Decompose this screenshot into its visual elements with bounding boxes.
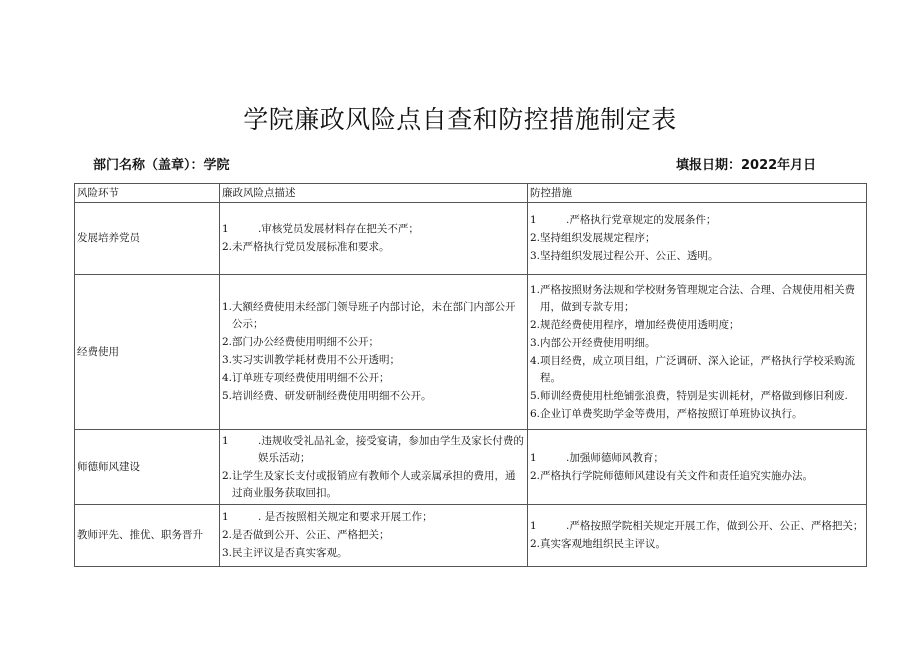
table-row: [75, 505, 867, 567]
measure-item: [530, 536, 864, 553]
item-number: 5.: [222, 390, 233, 402]
item-text: 大额经费使用未经部门领导班子内部讨论，未在部门内部公开公示；: [232, 301, 516, 330]
item-text: 企业订单费奖助学金等费用，严格按照订单班协议执行。: [540, 407, 803, 420]
risk-item: [222, 545, 525, 562]
item-text: 未严格执行党员发展标准和要求。: [232, 241, 390, 253]
item-text: 坚持组织发展过程公开、公正、透明。: [540, 250, 719, 262]
header-risk-stage: 风险环节: [75, 184, 220, 203]
item-number: 2.: [222, 241, 233, 253]
item-number: 1: [530, 520, 537, 532]
measure-item: [530, 335, 864, 352]
item-number: 3.: [222, 354, 233, 366]
item-number: 2.: [530, 538, 541, 550]
item-number: 6.: [530, 407, 541, 420]
item-number: 1.: [530, 283, 541, 296]
item-text: 项目经费，成立项目组，广泛调研、深入论证，严格执行学校采购流程。: [540, 354, 856, 384]
risk-item: [222, 388, 525, 405]
risk-description-cell: [220, 505, 528, 567]
item-text: . 是否按照相关规定和要求开展工作；: [258, 511, 433, 523]
table-row: [75, 203, 867, 275]
control-measures-cell: [528, 203, 867, 275]
risk-item: [222, 299, 525, 333]
item-number: 3.: [530, 250, 541, 262]
item-text: .违规收受礼品礼金，接受宴请，参加由学生及家长付费的娱乐活动；: [258, 434, 524, 464]
fill-date-label: 填报日期：2022年月日: [676, 158, 817, 173]
measure-item: [530, 518, 864, 535]
item-text: 严格按照财务法规和学校财务管理规定合法、合理、合规使用相关费用，做到专款专用；: [540, 283, 856, 313]
measure-item: [530, 248, 864, 265]
control-measures-cell: [528, 430, 867, 505]
measure-item: [530, 406, 864, 423]
department-label: 部门名称（盖章）：学院: [93, 158, 230, 173]
item-text: 严格执行学院师德师风建设有关文件和责任追究实施办法。: [540, 469, 814, 482]
risk-item: [222, 334, 525, 351]
item-text: 民主评议是否真实客观。: [232, 547, 348, 559]
item-text: .严格按照学院相关规定开展工作，做到公开、公正、严格把关；: [566, 520, 864, 532]
item-text: 真实客观地组织民主评议。: [540, 538, 667, 550]
table-row: [75, 430, 867, 505]
item-text: 部门办公经费使用明细不公开；: [232, 336, 380, 348]
item-number: 5.: [530, 389, 541, 402]
item-number: 4.: [530, 354, 541, 367]
risk-description-cell: [220, 275, 528, 430]
risk-item: [222, 221, 525, 238]
item-number: 2.: [530, 232, 541, 244]
item-text: 让学生及家长支付或报销应有教师个人或亲属承担的费用，通过商业服务获取回扣。: [232, 469, 516, 499]
measure-item: [530, 282, 864, 316]
item-number: 1: [222, 223, 229, 235]
measure-item: [530, 317, 864, 334]
risk-stage-cell: 发展培养党员: [75, 203, 220, 275]
item-text: 坚持组织发展规定程序；: [540, 232, 656, 244]
measure-item: [530, 388, 864, 405]
risk-description-cell: [220, 203, 528, 275]
item-text: 实习实训教学耗材费用不公开透明；: [232, 354, 401, 366]
risk-stage-cell: 经费使用: [75, 275, 220, 430]
item-number: 2.: [222, 529, 233, 541]
item-text: 是否做到公开、公正、严格把关；: [232, 529, 390, 541]
item-number: 1: [222, 434, 229, 447]
risk-table: [74, 183, 867, 567]
header-risk-description: 廉政风险点描述: [220, 184, 528, 203]
risk-item: [222, 509, 525, 526]
measure-item: [530, 212, 864, 229]
item-number: 2.: [530, 469, 541, 482]
item-number: 1: [530, 214, 537, 226]
item-number: 2.: [530, 318, 541, 331]
measure-item: [530, 450, 864, 467]
risk-description-cell: [220, 430, 528, 505]
risk-stage-cell: 师德师风建设: [75, 430, 220, 505]
item-number: 2.: [222, 336, 233, 348]
table-row: [75, 275, 867, 430]
control-measures-cell: [528, 505, 867, 567]
measure-item: [530, 468, 864, 485]
measure-item: [530, 353, 864, 387]
control-measures-cell: [528, 275, 867, 430]
table-header-row: [75, 184, 867, 203]
risk-item: [222, 527, 525, 544]
item-number: 1: [222, 511, 229, 523]
item-text: .严格执行党章规定的发展条件；: [566, 214, 717, 226]
item-text: 订单班专项经费使用明细不公开；: [232, 372, 390, 384]
item-number: 2.: [222, 469, 233, 482]
risk-item: [222, 433, 525, 467]
item-number: 1: [530, 451, 537, 464]
risk-item: [222, 239, 525, 256]
item-number: 4.: [222, 372, 233, 384]
item-text: .审核党员发展材料存在把关不严；: [258, 223, 419, 235]
item-text: 内部公开经费使用明细。: [540, 336, 656, 349]
item-text: 规范经费使用程序，增加经费使用透明度；: [540, 318, 740, 331]
measure-item: [530, 230, 864, 247]
page-title: 学院廉政风险点自查和防控措施制定表: [243, 105, 677, 134]
risk-item: [222, 352, 525, 369]
item-number: 3.: [222, 547, 233, 559]
item-number: 1.: [222, 301, 233, 313]
header-control-measures: 防控措施: [528, 184, 867, 203]
item-text: 培训经费、研发研制经费使用明细不公开。: [232, 390, 432, 402]
item-text: .加强师德师风教育；: [566, 451, 664, 464]
risk-stage-cell: 教师评先、推优、职务晋升: [75, 505, 220, 567]
risk-item: [222, 468, 525, 502]
risk-item: [222, 370, 525, 387]
item-number: 3.: [530, 336, 541, 349]
item-text: 师训经费使用杜绝铺张浪费，特别是实训耗材，严格做到修旧利废.: [540, 389, 848, 402]
